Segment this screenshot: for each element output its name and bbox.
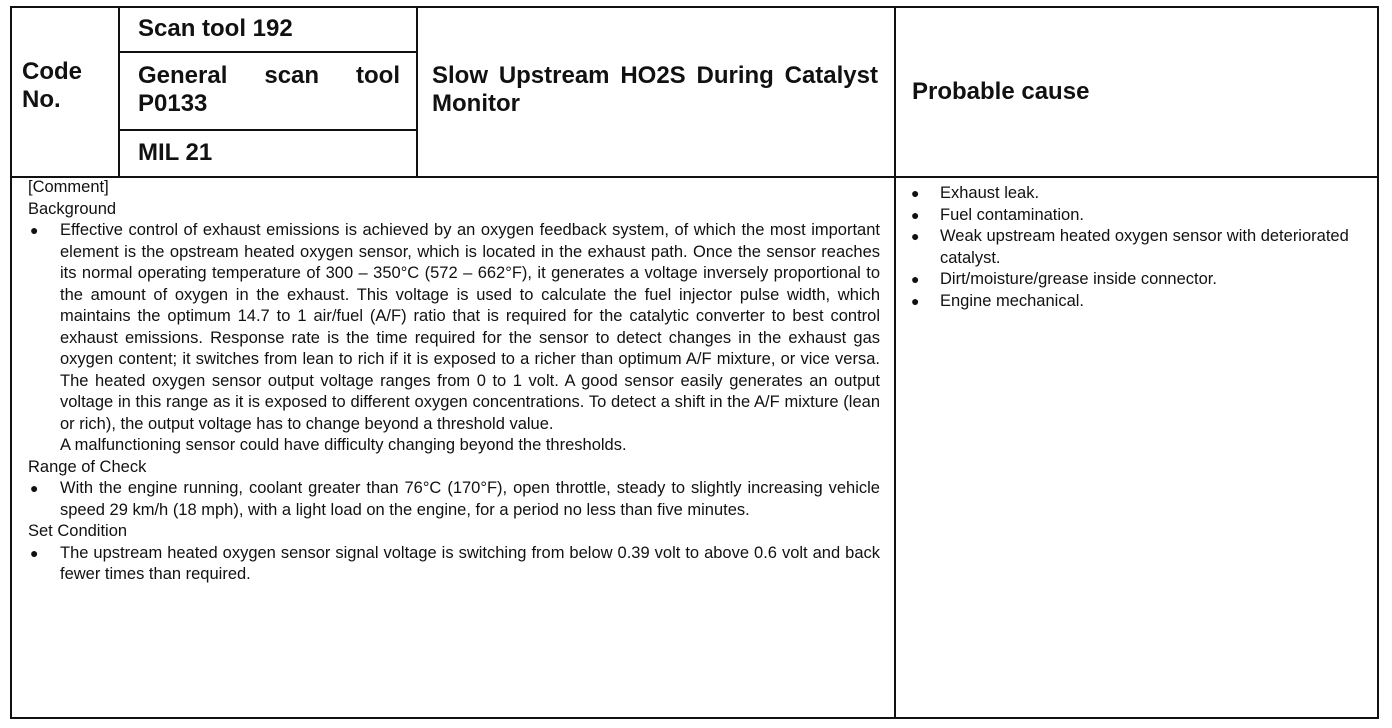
probable-cause-heading: Probable cause bbox=[912, 78, 1090, 105]
divider-code-scan bbox=[118, 6, 120, 178]
cause-item bbox=[910, 291, 1358, 313]
cause-text: Exhaust leak. bbox=[940, 184, 1040, 202]
mil-code: MIL 21 bbox=[138, 139, 213, 166]
cause-item bbox=[910, 269, 1358, 291]
background-paragraph: Effective control of exhaust emissions is achieved by an oxygen feedback system, of which the most important element is the opstream heated oxygen sensor, which is located in the exhaust path. Once the sensor reaches its normal operating temperature of 300 – 350°C (572 – 662°F), it generates a voltage inversely proportional to the amount of oxygen in the exhaust. This voltage is used to calculate the fuel injector pulse width, which maintains the optimum 14.7 to 1 air/fuel (A/F) ratio that is required for the catalytic converter to best control exhaust emissions. Response rate is the time required for the sensor to detect changes in the exhaust gas oxygen content; it switches from lean to rich if it is exposed to a richer than optimum A/F mixture, or vice versa. The heated oxygen sensor output voltage ranges from 0 to 1 volt. A good sensor easily generates an output voltage in this range as it is exposed to different oxygen concentrations. To detect a shift in the A/F mixture (lean or rich), the output voltage has to change beyond a threshold value. bbox=[60, 221, 880, 433]
range-of-check-bullet bbox=[28, 478, 880, 521]
probable-cause-list bbox=[910, 183, 1358, 312]
set-condition-bullet bbox=[28, 543, 880, 586]
bullet-icon: ● bbox=[911, 228, 920, 244]
background-note: A malfunctioning sensor could have difficulty changing beyond the thresholds. bbox=[60, 436, 627, 454]
bullet-icon: ● bbox=[911, 206, 920, 223]
comment-label: [Comment] bbox=[28, 178, 109, 196]
bullet-icon: ● bbox=[30, 222, 39, 238]
cause-text: Engine mechanical. bbox=[940, 291, 1085, 310]
cause-item bbox=[910, 226, 1358, 269]
set-condition-label: Set Condition bbox=[28, 522, 128, 540]
background-bullet bbox=[28, 220, 880, 435]
bullet-icon: ● bbox=[30, 544, 39, 561]
cause-text: Weak upstream heated oxygen sensor with deteriorated catalyst. bbox=[940, 227, 1349, 267]
bullet-icon: ● bbox=[911, 271, 920, 287]
cause-text: Dirt/moisture/grease inside connector. bbox=[940, 270, 1217, 288]
bullet-icon: ● bbox=[911, 185, 920, 201]
comment-section bbox=[28, 177, 880, 586]
cause-text: Fuel contamination. bbox=[940, 205, 1084, 224]
divider-general-mil bbox=[118, 129, 418, 131]
dtc-title: Slow Upstream HO2S During Catalyst Monitor bbox=[432, 62, 878, 117]
divider-scan-general bbox=[118, 51, 418, 53]
cause-item bbox=[910, 205, 1358, 227]
range-of-check-label: Range of Check bbox=[28, 457, 147, 476]
range-of-check-text: With the engine running, coolant greater than 76°C (170°F), open throttle, steady to slightly increasing vehicle speed 29 km/h (18 mph), with a light load on the engine, for a period no less than five minutes. bbox=[60, 479, 880, 519]
cause-item bbox=[910, 183, 1358, 205]
scan-tool-code: Scan tool 192 bbox=[138, 15, 293, 42]
divider-title-cause bbox=[894, 6, 896, 719]
bullet-icon: ● bbox=[30, 480, 39, 496]
code-no-label: Code No. bbox=[22, 58, 82, 113]
bullet-icon: ● bbox=[911, 292, 920, 309]
background-label: Background bbox=[28, 199, 117, 218]
set-condition-text: The upstream heated oxygen sensor signal voltage is switching from below 0.39 volt to above 0.6 volt and back fewer times than required. bbox=[60, 543, 880, 583]
general-scan-tool-code: General scan tool P0133 bbox=[138, 62, 400, 117]
